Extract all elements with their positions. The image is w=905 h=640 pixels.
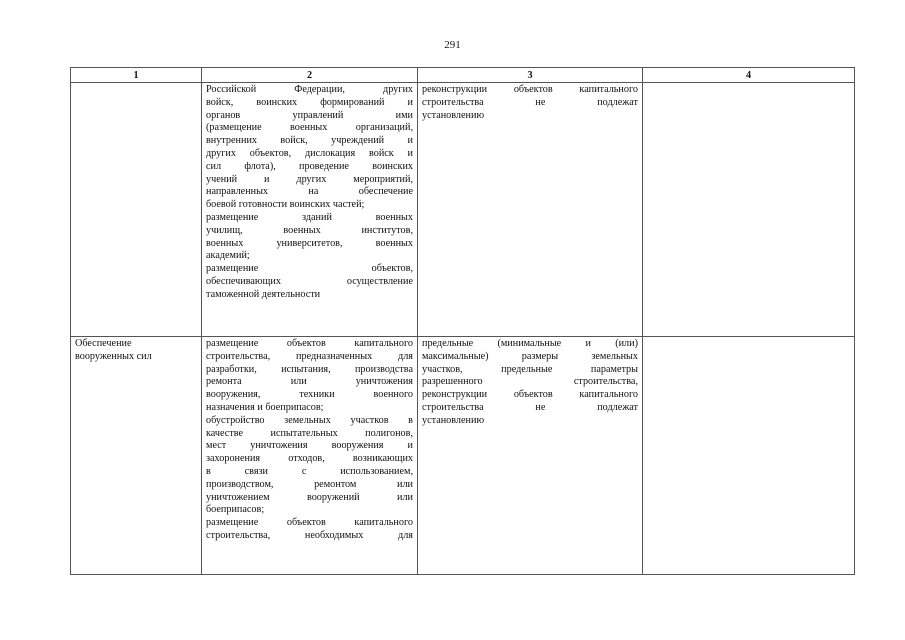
text-line: академий; — [206, 250, 250, 262]
text-line: Обеспечение — [75, 338, 132, 349]
table-row — [71, 83, 855, 337]
row2-col3-text — [422, 338, 638, 428]
text-line: разрешенного строительства, — [422, 376, 638, 388]
text-line: реконструкции объектов капитального — [422, 389, 638, 401]
row1-col3-cell — [418, 83, 643, 337]
text-line: боевой готовности воинских частей; — [206, 199, 365, 211]
text-line: вооружения, техники военного — [206, 389, 413, 401]
text-line: размещение объектов, — [206, 263, 413, 275]
text-line: участков, предельные параметры — [422, 363, 638, 375]
text-line: строительства, предназначенных для — [206, 350, 413, 362]
text-line: строительства не подлежат — [422, 401, 638, 413]
table-row — [71, 337, 855, 575]
text-line: Российской Федерации, других — [206, 84, 413, 95]
text-line: ремонта или уничтожения — [206, 376, 413, 388]
text-line: внутренних войск, учреждений и — [206, 135, 413, 147]
text-line: военных университетов, военных — [206, 237, 413, 249]
row1-col2-cell — [202, 83, 418, 337]
text-line: сил флота), проведение воинских — [206, 160, 413, 172]
text-line: (размещение военных организаций, — [206, 122, 413, 134]
text-line: учений и других мероприятий, — [206, 173, 413, 185]
text-line: качестве испытательных полигонов, — [206, 427, 413, 439]
row2-col4-cell — [643, 337, 855, 575]
text-line: мест уничтожения вооружения и — [206, 440, 413, 452]
table-header-row — [71, 68, 855, 83]
text-line: установлению — [422, 414, 485, 426]
text-line: размещение объектов капитального — [206, 338, 413, 349]
text-line: направленных на обеспечение — [206, 186, 413, 198]
text-line: обеспечивающих осуществление — [206, 275, 413, 287]
column-header-3: 3 — [418, 68, 643, 83]
text-line: предельные (минимальные и (или) — [422, 338, 638, 349]
text-line: разработки, испытания, производства — [206, 363, 413, 375]
text-line: производством, ремонтом или — [206, 478, 413, 490]
text-line: размещение зданий военных — [206, 211, 413, 223]
text-line: захоронения отходов, возникающих — [206, 453, 413, 465]
text-line: других объектов, дислокация войск и — [206, 147, 413, 159]
text-line: органов управлений ими — [206, 109, 413, 121]
column-header-2: 2 — [202, 68, 418, 83]
document-table — [70, 67, 855, 575]
text-line: строительства не подлежат — [422, 96, 638, 108]
text-line: размещение объектов капитального — [206, 517, 413, 529]
column-header-1: 1 — [71, 68, 202, 83]
row2-col2-text — [206, 338, 413, 543]
row2-col1-cell — [71, 337, 202, 575]
text-line: вооруженных сил — [75, 350, 152, 362]
row1-col2-text — [206, 84, 413, 302]
text-line: уничтожением вооружений или — [206, 491, 413, 503]
row2-col3-cell — [418, 337, 643, 575]
text-line: в связи с использованием, — [206, 465, 413, 477]
row2-col2-cell — [202, 337, 418, 575]
text-line: реконструкции объектов капитального — [422, 84, 638, 95]
text-line: боеприпасов; — [206, 504, 265, 516]
text-line: войск, воинских формирований и — [206, 96, 413, 108]
text-line: таможенной деятельности — [206, 288, 321, 300]
row1-col4-cell — [643, 83, 855, 337]
row1-col3-text — [422, 84, 638, 122]
text-line: максимальные) размеры земельных — [422, 350, 638, 362]
text-line: училищ, военных институтов, — [206, 224, 413, 236]
page-number: 291 — [444, 39, 461, 51]
text-line: назначения и боеприпасов; — [206, 401, 324, 413]
column-header-4: 4 — [643, 68, 855, 83]
text-line: установлению — [422, 109, 485, 121]
text-line: строительства, необходимых для — [206, 529, 413, 541]
text-line: обустройство земельных участков в — [206, 414, 413, 426]
row1-col1-cell — [71, 83, 202, 337]
row2-col1-text — [75, 338, 197, 364]
